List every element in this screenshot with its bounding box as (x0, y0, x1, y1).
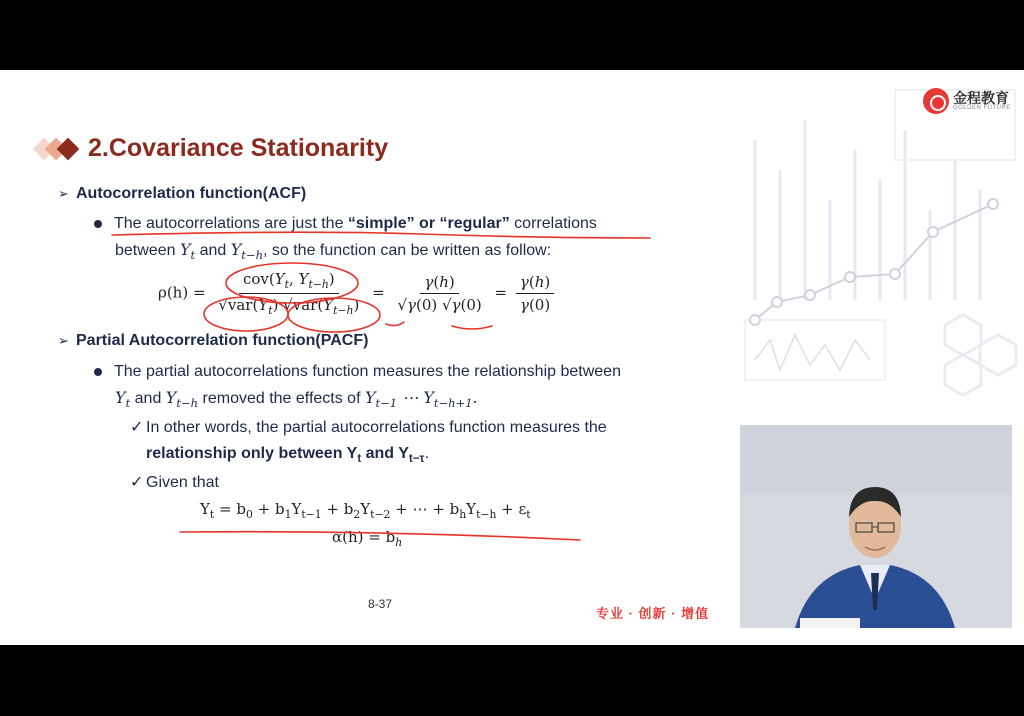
logo (923, 88, 1011, 114)
pacf-alpha-formula: $\alpha(h) = b_h$ (332, 528, 403, 549)
yt-symbol: $Y_t$ (179, 240, 196, 263)
slide-title-row (32, 134, 388, 163)
pacf-heading-row (58, 332, 368, 350)
acf-line2-a: between (115, 242, 180, 259)
slide-title: 2.Covariance Stationarity (88, 134, 389, 162)
logo-text: 金程教育 (953, 90, 1009, 106)
check-icon: ✓ (130, 419, 144, 436)
regression-formula: $Y_t = b_0 + b_1Y_{t-1} + b_2Y_{t-2}$ + ⋯ + $b_hY_{t-h} + \varepsilon_t$ (200, 500, 531, 521)
logo-subtext: GOLDEN FUTURE (953, 105, 1011, 111)
pacf-text-1: The partial autocorrelations function measures the relationship between (114, 363, 621, 380)
dot-bullet-icon (94, 220, 102, 228)
yth-symbol: $Y_{t-h}$ (230, 240, 263, 263)
slogan: 专业 · 创新 · 增值 (596, 606, 710, 621)
presenter-image (740, 425, 1012, 628)
check2-text: Given that (146, 474, 219, 491)
pacf-check-1-line2: relationship only between $Y_t$ and $Y_{t-\tau}$. (146, 445, 430, 466)
yt-symbol: $Y_t$ (115, 388, 131, 411)
title-diamond-icon (32, 135, 82, 163)
dot-bullet-icon (94, 368, 102, 376)
pacf-check-2 (130, 470, 430, 496)
check-icon: ✓ (130, 474, 144, 491)
logo-icon (923, 88, 949, 114)
acf-bullet-line2 (115, 237, 715, 268)
page-number: 8-37 (368, 597, 393, 611)
arrow-bullet-icon: ➢ (58, 333, 69, 348)
pacf-line2-mid: and (130, 390, 166, 407)
pacf-heading: Partial Autocorrelation function(PACF) (76, 332, 369, 349)
pacf-line2-end: removed the effects of (198, 390, 365, 407)
acf-text-bold: “simple” or “regular” (347, 215, 510, 232)
arrow-bullet-icon: ➢ (58, 186, 69, 201)
check1-bold: relationship only between Y (146, 445, 358, 462)
acf-line2-c: , so the function can be written as follow: (263, 242, 552, 259)
check1-and: and Y (361, 445, 409, 462)
acf-formula: ρ(h) = $\frac{cov(Y_t, Y_{t-h})}{√var(Y_t) √var(Y_{t-h})}$ = $\frac{\gamma(h)}{√\gamma(0) √\gamma(0)}$ = $\frac{\gamma(h)}{\gamma(0)}$ (158, 270, 558, 317)
acf-text-2: correlations (509, 215, 597, 232)
acf-heading: Autocorrelation function(ACF) (76, 185, 307, 202)
acf-line2-b: and (195, 242, 231, 259)
presenter-video[interactable] (740, 425, 1012, 628)
acf-bullet (94, 211, 694, 237)
acf-heading-row (58, 185, 306, 203)
slide (0, 70, 1024, 645)
check1-line1: In other words, the partial autocorrelations function measures the (146, 419, 607, 436)
pacf-bullet (94, 359, 714, 385)
pacf-bullet-line2 (115, 385, 715, 416)
acf-text-1: The autocorrelations are just the (114, 215, 348, 232)
pacf-check-1 (130, 415, 710, 441)
yth-symbol: $Y_{t-h}$ (165, 388, 199, 411)
lag-range-symbol: $Y_{t-1}$ ⋯ $Y_{t-h+1}$. (364, 388, 478, 411)
